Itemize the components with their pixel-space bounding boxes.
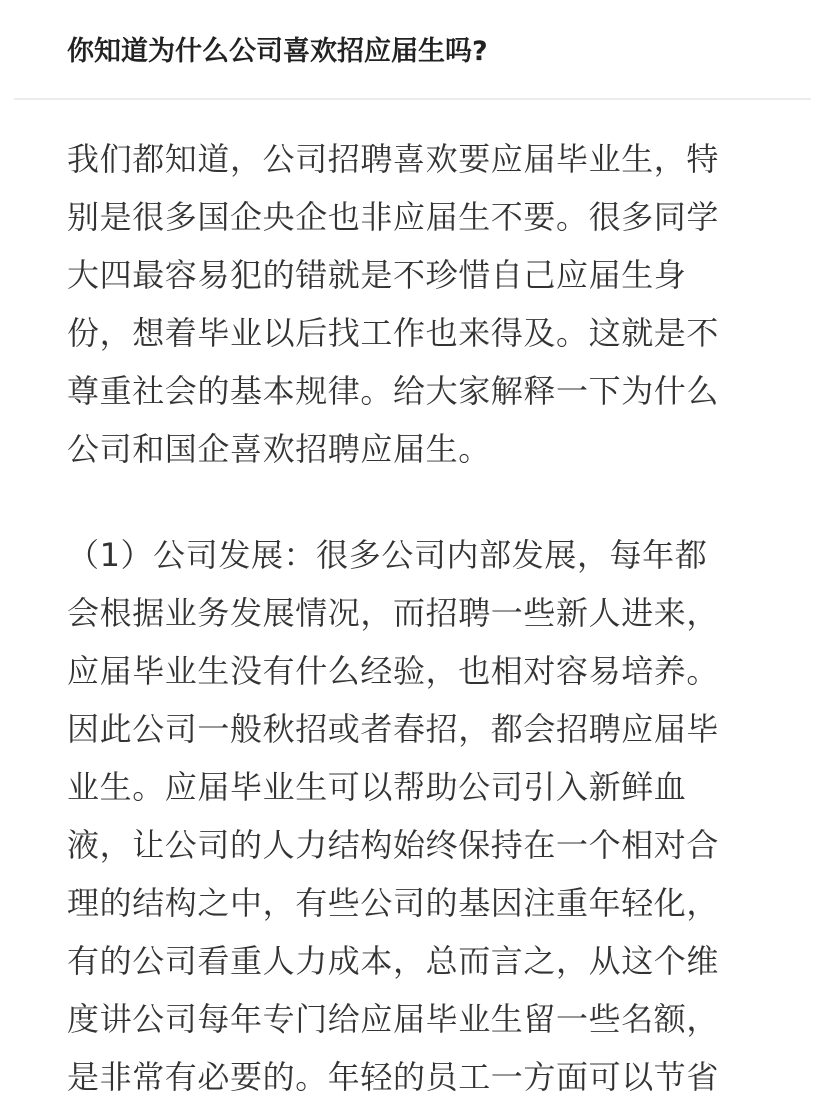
header (0, 0, 827, 100)
text-line: 理的结构之中，有些公司的基因注重年轻化， (67, 884, 720, 922)
text-line: 因此公司一般秋招或者春招，都会招聘应届毕 (67, 710, 720, 748)
article-body (67, 130, 767, 1106)
text-line: 会根据业务发展情况，而招聘一些新人进来， (67, 594, 720, 632)
text-line: 业生。应届毕业生可以帮助公司引入新鲜血 (67, 768, 687, 806)
text-line: 大四最容易犯的错就是不珍惜自己应届生身 (67, 256, 687, 294)
divider (14, 98, 811, 100)
text-line: 公司和国企喜欢招聘应届生。 (67, 430, 491, 468)
text-line: 我们都知道，公司招聘喜欢要应届毕业生，特 (67, 140, 720, 178)
text-line: 份，想着毕业以后找工作也来得及。这就是不 (67, 314, 720, 352)
text-line: 应届毕业生没有什么经验，也相对容易培养。 (67, 652, 720, 690)
paragraph-intro (67, 130, 767, 478)
text-line: 有的公司看重人力成本，总而言之，从这个维 (67, 942, 720, 980)
text-line: 别是很多国企央企也非应届生不要。很多同学 (67, 198, 720, 236)
text-line: 是非常有必要的。年轻的员工一方面可以节省 (67, 1058, 720, 1096)
page-title: 你知道为什么公司喜欢招应届生吗? (67, 36, 488, 67)
text-line: 度讲公司每年专门给应届毕业生留一些名额， (67, 1000, 720, 1038)
text-line: （1）公司发展：很多公司内部发展，每年都 (67, 536, 708, 574)
text-line: 尊重社会的基本规律。给大家解释一下为什么 (67, 372, 720, 410)
paragraph-point-1 (67, 526, 767, 1106)
text-line: 液，让公司的人力结构始终保持在一个相对合 (67, 826, 720, 864)
